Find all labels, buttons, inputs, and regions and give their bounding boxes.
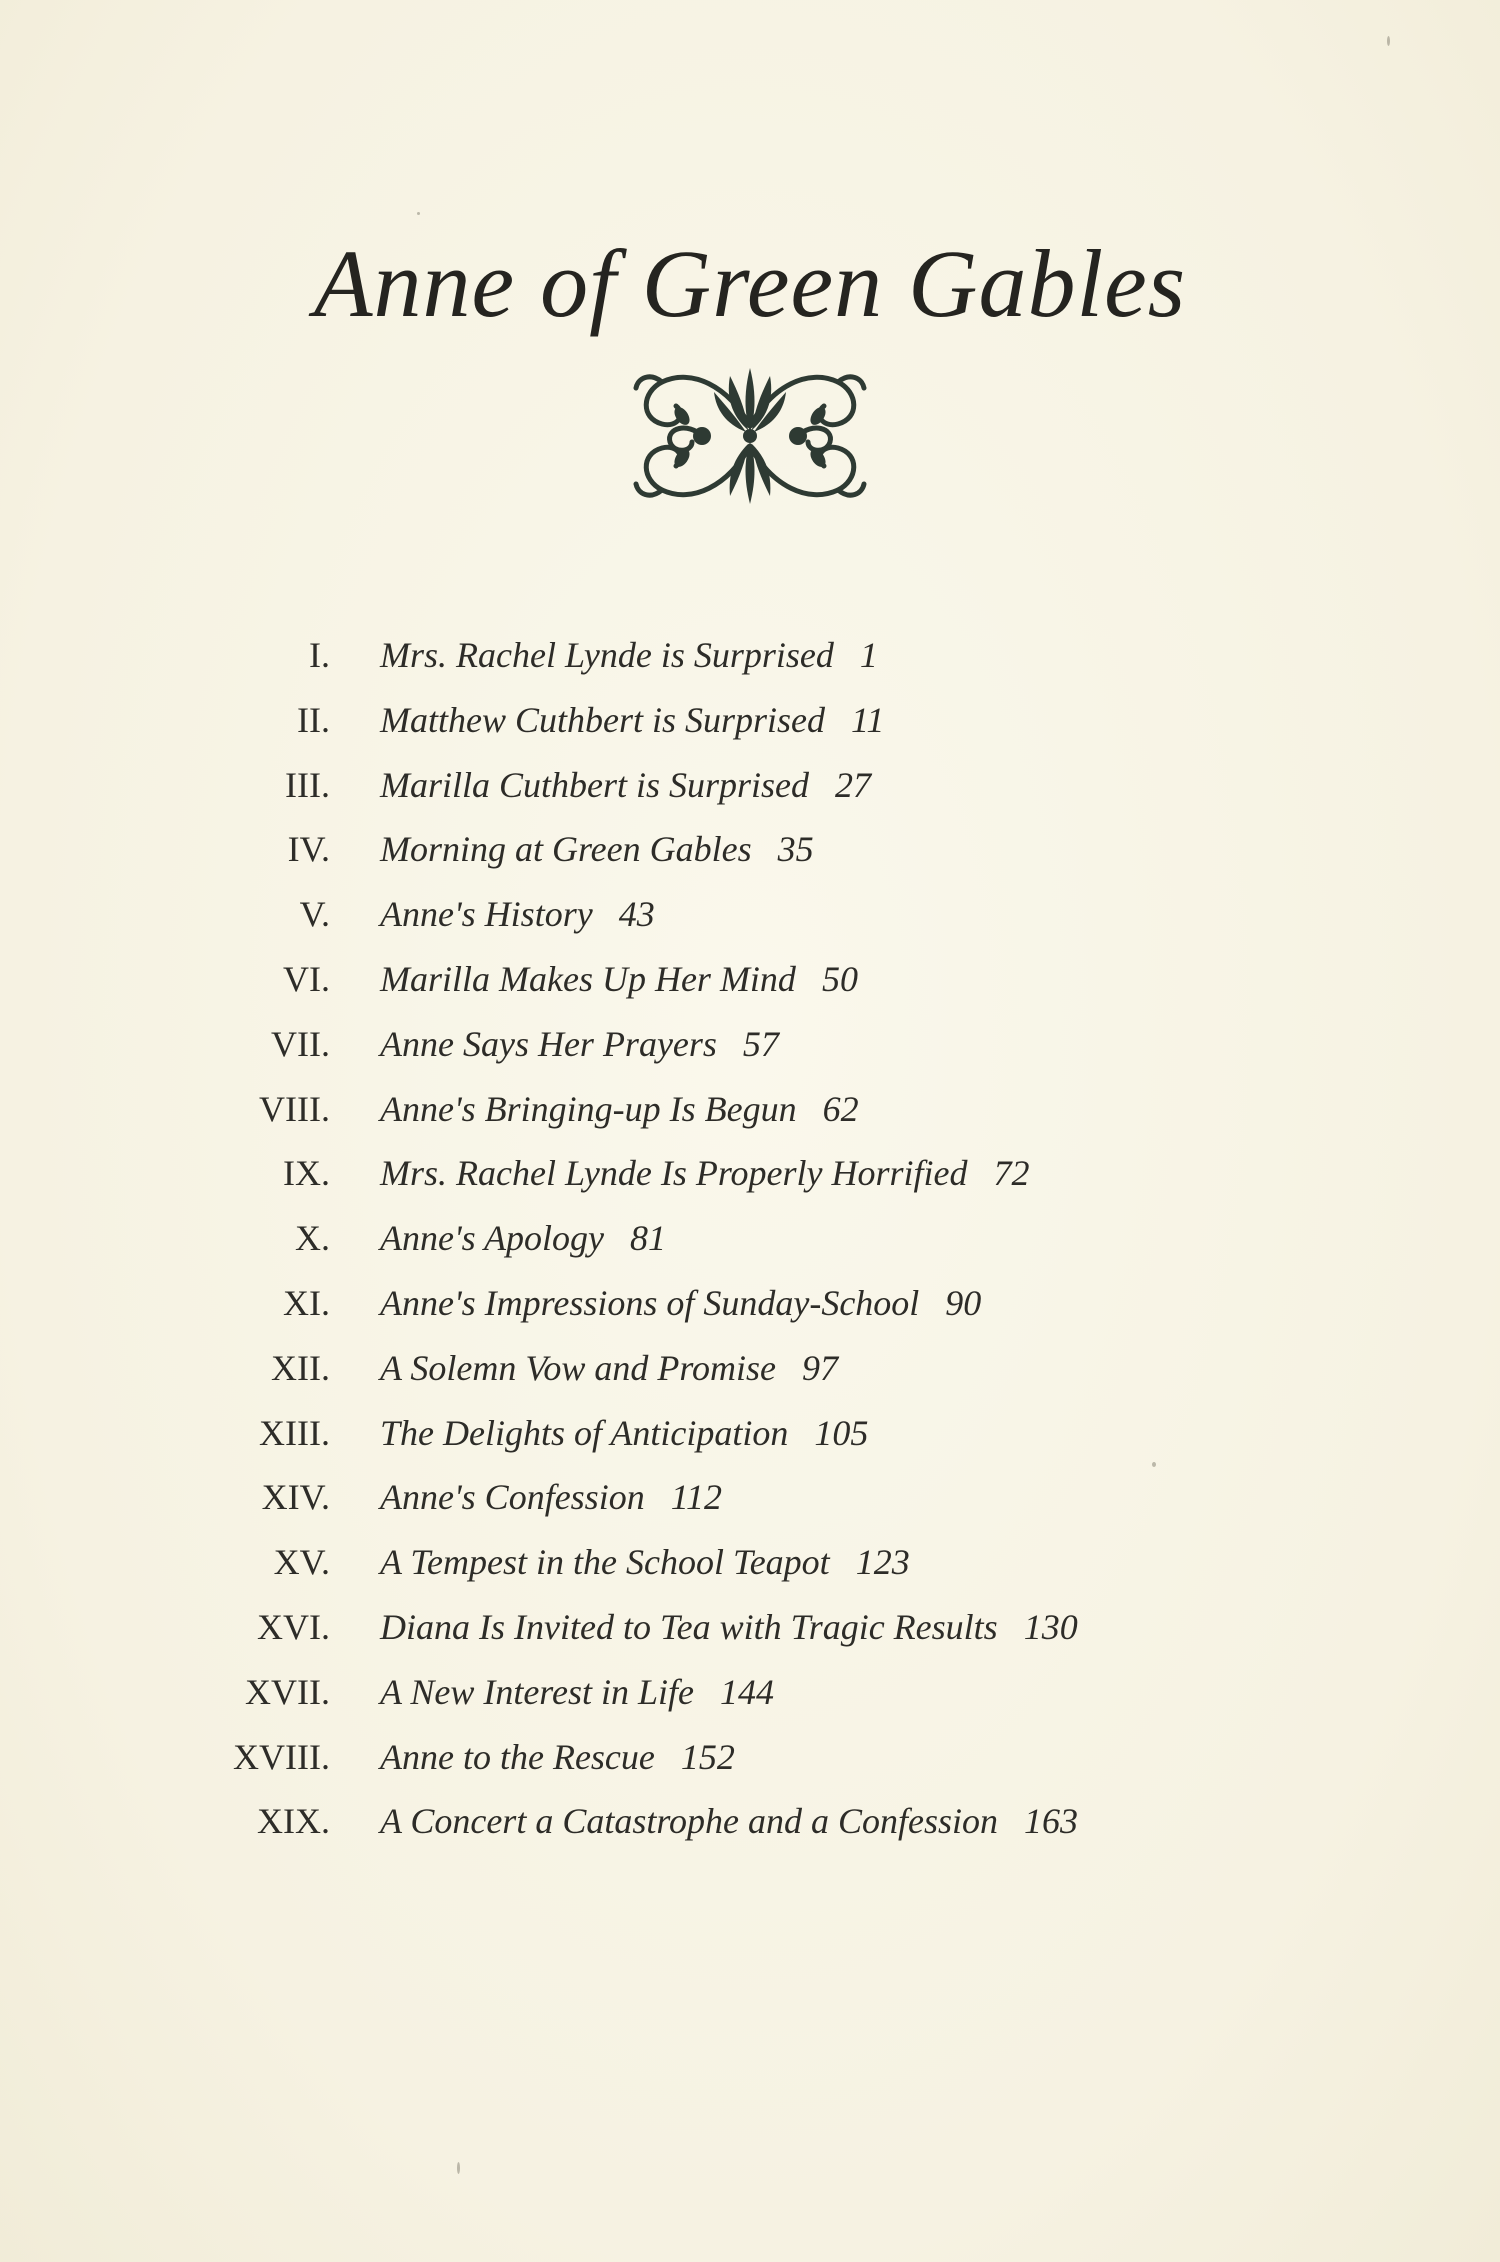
chapter-title: Marilla Cuthbert is Surprised [380, 764, 810, 805]
page-number: 112 [670, 1477, 723, 1518]
chapter-number: XIV. [261, 1477, 330, 1518]
chapter-title: Diana Is Invited to Tea with Tragic Results [380, 1606, 998, 1647]
page-number: 57 [742, 1023, 779, 1064]
page-number: 130 [1023, 1606, 1078, 1647]
toc-row [0, 1530, 1500, 1595]
paper-speck [457, 2162, 460, 2174]
chapter-title: A New Interest in Life [380, 1671, 694, 1712]
toc-row [0, 1595, 1500, 1660]
toc-row [0, 1141, 1500, 1206]
toc-row [0, 688, 1500, 753]
chapter-title: Anne to the Rescue [380, 1736, 655, 1777]
page-number: 97 [801, 1347, 838, 1388]
chapter-number: XI. [283, 1282, 330, 1323]
toc-row [0, 753, 1500, 818]
chapter-number: XIX. [257, 1801, 330, 1842]
toc-row [0, 1660, 1500, 1725]
chapter-title: Anne's Impressions of Sunday-School [380, 1282, 920, 1323]
chapter-title: A Concert a Catastrophe and a Confession [380, 1801, 999, 1842]
paper-speck [1152, 1462, 1156, 1467]
chapter-title: The Delights of Anticipation [380, 1412, 789, 1453]
paper-speck [417, 212, 420, 215]
chapter-title: Marilla Makes Up Her Mind [380, 958, 796, 999]
book-title: Anne of Green Gables [313, 230, 1187, 337]
floral-ornament-icon [632, 362, 868, 510]
page-number: 144 [719, 1671, 774, 1712]
chapter-title: Anne Says Her Prayers [380, 1023, 717, 1064]
chapter-title: A Tempest in the School Teapot [380, 1542, 830, 1583]
page-number: 35 [777, 829, 814, 870]
toc-row [0, 882, 1500, 947]
chapter-number: XIII. [259, 1412, 330, 1453]
page-number: 62 [822, 1088, 859, 1129]
toc-row [0, 1465, 1500, 1530]
toc-row [0, 1789, 1500, 1854]
toc-row [0, 1012, 1500, 1077]
chapter-number: XVI. [257, 1606, 330, 1647]
chapter-title: Mrs. Rachel Lynde Is Properly Horrified [380, 1153, 968, 1194]
chapter-number: XII. [271, 1347, 330, 1388]
chapter-title: Anne's History [380, 894, 593, 935]
toc-row [0, 1336, 1500, 1401]
page-number: 27 [835, 764, 872, 805]
chapter-number: II. [297, 699, 330, 740]
toc-row [0, 623, 1500, 688]
chapter-number: XVIII. [233, 1736, 330, 1777]
chapter-title: Anne's Bringing-up Is Begun [380, 1088, 797, 1129]
chapter-number: X. [295, 1218, 330, 1259]
toc-row [0, 817, 1500, 882]
toc-row [0, 1077, 1500, 1142]
page-number: 90 [945, 1282, 982, 1323]
chapter-number: IX. [283, 1153, 330, 1194]
page-number: 152 [680, 1736, 735, 1777]
chapter-number: XVII. [245, 1671, 330, 1712]
chapter-number: III. [285, 764, 330, 805]
chapter-number: I. [309, 635, 330, 675]
chapter-title: Anne's Apology [380, 1218, 604, 1259]
page-number: 50 [821, 958, 858, 999]
chapter-title: Mrs. Rachel Lynde is Surprised [380, 635, 834, 675]
chapter-number: XV. [273, 1542, 330, 1583]
toc-row [0, 1271, 1500, 1336]
toc-row [0, 1206, 1500, 1271]
page-number: 123 [855, 1542, 910, 1583]
chapter-title: Matthew Cuthbert is Surprised [380, 699, 826, 740]
toc-row [0, 947, 1500, 1012]
chapter-title: Anne's Confession [380, 1477, 645, 1518]
chapter-number: VII. [271, 1023, 330, 1064]
chapter-number: VIII. [259, 1088, 330, 1129]
toc-row [0, 1401, 1500, 1466]
page-number: 72 [993, 1153, 1030, 1194]
chapter-title: A Solemn Vow and Promise [380, 1347, 776, 1388]
page-number: 163 [1024, 1801, 1079, 1842]
toc-row [0, 1725, 1500, 1790]
paper-speck [1387, 36, 1390, 46]
chapter-number: V. [299, 894, 330, 935]
chapter-number: VI. [283, 958, 330, 999]
table-of-contents [0, 623, 1500, 1854]
page-number: 43 [618, 894, 655, 935]
page-number: 1 [859, 635, 878, 675]
chapter-number: IV. [287, 829, 330, 870]
page-number: 81 [630, 1218, 666, 1259]
chapter-title: Morning at Green Gables [380, 829, 752, 870]
page-number: 105 [814, 1412, 869, 1453]
page-number: 11 [851, 699, 885, 740]
